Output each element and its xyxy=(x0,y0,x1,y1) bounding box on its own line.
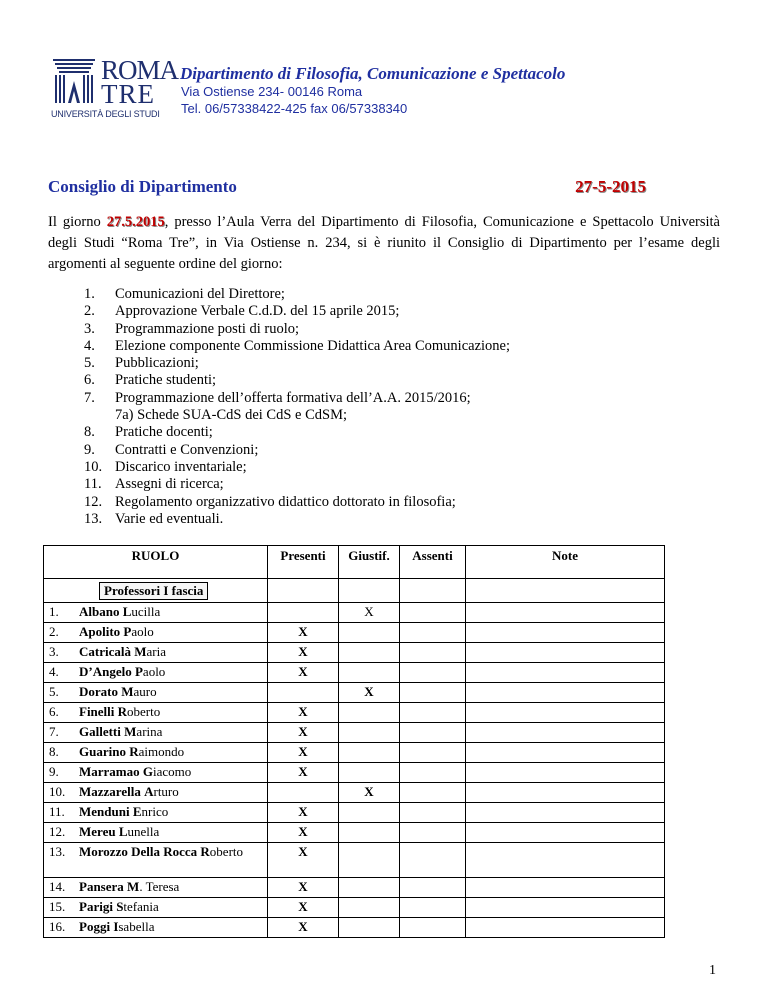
assenti-cell xyxy=(400,743,466,763)
agenda-item-text: Pratiche docenti; xyxy=(115,424,213,441)
row-number: 12. xyxy=(49,824,66,839)
table-row xyxy=(44,663,665,683)
member-name xyxy=(79,683,157,701)
giustif-mark xyxy=(339,703,400,723)
intro-text: , presso l’Aula Verra del Dipartimento di Filosofia, Comunicazione e Spettacolo Università degli Studi “Roma Tre”, in Via Ostiense n. 234, si è riunito il Consiglio di Dipartimento per l’esame degli argomenti al seguente ordine del giorno: xyxy=(48,214,720,272)
member-name xyxy=(79,763,191,781)
assenti-cell xyxy=(400,623,466,643)
assenti-cell xyxy=(400,683,466,703)
giustif-mark xyxy=(339,843,400,878)
member-initial: I xyxy=(113,919,119,934)
table-header-row xyxy=(44,546,665,579)
member-initial: E xyxy=(132,804,142,819)
attendance-table xyxy=(43,545,665,938)
member-name-cell xyxy=(44,603,268,623)
member-name xyxy=(79,703,160,721)
agenda-item-text: Discarico inventariale; xyxy=(115,458,247,475)
note-cell xyxy=(466,703,665,723)
giustif-mark xyxy=(339,918,400,938)
note-cell xyxy=(466,763,665,783)
agenda-item-text: Approvazione Verbale C.d.D. del 15 aprile 2015; xyxy=(115,303,400,320)
giustif-mark xyxy=(339,663,400,683)
department-phone: Tel. 06/57338422-425 fax 06/57338340 xyxy=(181,101,408,116)
agenda-item xyxy=(84,355,510,372)
member-name xyxy=(79,603,160,621)
agenda-item-number: 10. xyxy=(84,458,103,475)
agenda-item-number: 13. xyxy=(84,510,103,527)
agenda-item xyxy=(84,286,510,303)
logo-tre-text: TRE xyxy=(101,79,155,109)
member-firstname-rest: oberto xyxy=(209,844,244,859)
member-name xyxy=(79,823,159,841)
agenda-item-number: 5. xyxy=(84,355,95,372)
member-name-cell xyxy=(44,683,268,703)
presenti-mark: X xyxy=(268,663,339,683)
table-row xyxy=(44,803,665,823)
note-cell xyxy=(466,783,665,803)
intro-prefix: Il giorno xyxy=(48,214,107,230)
table-row xyxy=(44,783,665,803)
agenda-item-number: 3. xyxy=(84,320,95,337)
member-surname: Finelli xyxy=(79,704,115,719)
presenti-mark xyxy=(268,783,339,803)
row-number: 11. xyxy=(49,804,65,819)
member-firstname-rest: tefania xyxy=(123,899,159,914)
note-cell xyxy=(466,803,665,823)
attendance-rows xyxy=(44,603,665,938)
member-surname: Galletti xyxy=(79,724,121,739)
agenda-item xyxy=(84,338,510,355)
member-firstname-rest: aimondo xyxy=(138,744,185,759)
member-name xyxy=(79,878,179,896)
agenda-item-text: Varie ed eventuali. xyxy=(115,510,224,527)
assenti-cell xyxy=(400,823,466,843)
presenti-mark: X xyxy=(268,918,339,938)
agenda-item-text: Regolamento organizzativo didattico dottorato in filosofia; xyxy=(115,493,456,510)
member-name xyxy=(79,803,168,821)
table-row xyxy=(44,918,665,938)
agenda-item-number: 6. xyxy=(84,372,95,389)
row-number: 3. xyxy=(49,644,59,659)
agenda-list xyxy=(84,286,510,528)
agenda-item xyxy=(84,442,510,459)
agenda-item-number: 11. xyxy=(84,476,102,493)
agenda-item-number: 12. xyxy=(84,493,103,510)
member-name-cell xyxy=(44,783,268,803)
member-name-cell xyxy=(44,803,268,823)
note-cell xyxy=(466,743,665,763)
member-name xyxy=(79,918,154,936)
intro-paragraph xyxy=(48,212,720,275)
department-address: Via Ostiense 234- 00146 Roma xyxy=(181,84,363,99)
agenda-item-number: 1. xyxy=(84,286,95,302)
agenda-item xyxy=(84,424,510,441)
table-row xyxy=(44,743,665,763)
giustif-mark xyxy=(339,823,400,843)
row-number: 4. xyxy=(49,664,59,679)
assenti-cell xyxy=(400,763,466,783)
note-cell xyxy=(466,878,665,898)
agenda-item xyxy=(84,511,510,528)
giustif-mark xyxy=(339,743,400,763)
member-name xyxy=(79,898,159,916)
member-initial: M xyxy=(127,879,140,894)
member-name-cell xyxy=(44,703,268,723)
presenti-mark xyxy=(268,683,339,703)
member-surname: D’Angelo xyxy=(79,664,132,679)
agenda-item-number: 7. xyxy=(84,389,95,406)
assenti-cell xyxy=(400,663,466,683)
member-name-cell xyxy=(44,663,268,683)
member-name xyxy=(79,723,162,741)
member-initial: L xyxy=(122,604,132,619)
member-name-cell xyxy=(44,763,268,783)
table-row xyxy=(44,723,665,743)
member-surname: Apolito xyxy=(79,624,121,639)
member-firstname-rest: aolo xyxy=(131,624,154,639)
member-name-cell xyxy=(44,823,268,843)
presenti-mark: X xyxy=(268,643,339,663)
note-cell xyxy=(466,918,665,938)
agenda-item-text: Elezione componente Commissione Didattica Area Comunicazione; xyxy=(115,337,511,354)
member-name xyxy=(79,623,154,641)
note-cell xyxy=(466,843,665,878)
table-row xyxy=(44,878,665,898)
member-name xyxy=(79,663,165,681)
member-surname: Albano xyxy=(79,604,120,619)
member-name-cell xyxy=(44,898,268,918)
giustif-mark xyxy=(339,643,400,663)
member-surname: Catricalà xyxy=(79,644,131,659)
presenti-mark xyxy=(268,603,339,623)
member-initial: S xyxy=(116,899,124,914)
presenti-mark: X xyxy=(268,843,339,878)
row-number: 1. xyxy=(49,604,59,619)
assenti-cell xyxy=(400,918,466,938)
table-row xyxy=(44,823,665,843)
row-number: 9. xyxy=(49,764,59,779)
giustif-mark xyxy=(339,803,400,823)
member-name-cell xyxy=(44,643,268,663)
agenda-item-number: 8. xyxy=(84,424,95,441)
agenda-item-text: Assegni di ricerca; xyxy=(115,476,224,493)
giustif-mark: X xyxy=(339,783,400,803)
section-row xyxy=(44,579,665,603)
presenti-mark: X xyxy=(268,823,339,843)
member-initial: L xyxy=(118,824,128,839)
note-cell xyxy=(466,603,665,623)
agenda-item-text: 7a) Schede SUA-CdS dei CdS e CdSM; xyxy=(115,407,347,424)
assenti-cell xyxy=(400,843,466,878)
giustif-mark xyxy=(339,623,400,643)
note-cell xyxy=(466,643,665,663)
note-cell xyxy=(466,898,665,918)
table-row xyxy=(44,898,665,918)
member-firstname-rest: iacomo xyxy=(153,764,192,779)
member-initial: R xyxy=(117,704,128,719)
row-number: 8. xyxy=(49,744,59,759)
header-assenti: Assenti xyxy=(400,546,466,579)
member-initial: M xyxy=(121,684,134,699)
roma-tre-logo xyxy=(51,55,179,121)
header-ruolo: RUOLO xyxy=(44,546,268,579)
member-firstname-rest: rturo xyxy=(153,784,179,799)
giustif-mark xyxy=(339,878,400,898)
council-title: Consiglio di Dipartimento xyxy=(48,177,237,196)
empty-cell xyxy=(466,579,665,603)
table-row xyxy=(44,763,665,783)
presenti-mark: X xyxy=(268,703,339,723)
assenti-cell xyxy=(400,898,466,918)
table-row xyxy=(44,623,665,643)
logo-roma-text: ROMA xyxy=(101,55,179,85)
row-number: 13. xyxy=(49,844,66,859)
member-initial: G xyxy=(142,764,154,779)
presenti-mark: X xyxy=(268,723,339,743)
note-cell xyxy=(466,683,665,703)
agenda-item-number: 2. xyxy=(84,303,95,320)
agenda-item xyxy=(84,494,510,511)
agenda-item-text: Programmazione dell’offerta formativa dell’A.A. 2015/2016; xyxy=(115,389,471,406)
table-row xyxy=(44,683,665,703)
agenda-item xyxy=(84,476,510,493)
assenti-cell xyxy=(400,703,466,723)
assenti-cell xyxy=(400,643,466,663)
note-cell xyxy=(466,723,665,743)
department-title: Dipartimento di Filosofia, Comunicazione e Spettacolo xyxy=(180,64,566,83)
header-presenti: Presenti xyxy=(268,546,339,579)
giustif-mark xyxy=(339,763,400,783)
member-surname: Dorato xyxy=(79,684,118,699)
agenda-item xyxy=(84,303,510,320)
assenti-cell xyxy=(400,803,466,823)
member-firstname-rest: nrico xyxy=(141,804,169,819)
member-name xyxy=(79,783,179,801)
member-firstname-rest: unella xyxy=(127,824,160,839)
presenti-mark: X xyxy=(268,623,339,643)
agenda-item-text: Pratiche studenti; xyxy=(115,372,217,389)
assenti-cell xyxy=(400,783,466,803)
member-name-cell xyxy=(44,843,268,878)
row-number: 10. xyxy=(49,784,66,799)
member-surname: Mazzarella xyxy=(79,784,141,799)
row-number: 15. xyxy=(49,899,66,914)
logo-emblem-icon xyxy=(51,57,97,107)
council-date: 27-5-2015 xyxy=(575,177,646,196)
member-surname: Poggi xyxy=(79,919,111,934)
giustif-mark: X xyxy=(339,603,400,623)
member-firstname-rest: auro xyxy=(133,684,157,699)
row-number: 7. xyxy=(49,724,59,739)
presenti-mark: X xyxy=(268,878,339,898)
intro-date: 27.5.2015 xyxy=(106,214,165,230)
giustif-mark: X xyxy=(339,683,400,703)
member-firstname-rest: . Teresa xyxy=(139,879,180,894)
logo-university-text: UNIVERSITÀ DEGLI STUDI xyxy=(51,109,160,119)
presenti-mark: X xyxy=(268,803,339,823)
agenda-item xyxy=(84,459,510,476)
presenti-mark: X xyxy=(268,763,339,783)
row-number: 6. xyxy=(49,704,59,719)
header-note: Note xyxy=(466,546,665,579)
note-cell xyxy=(466,663,665,683)
agenda-item-text: Pubblicazioni; xyxy=(115,355,199,372)
table-row xyxy=(44,643,665,663)
member-name-cell xyxy=(44,918,268,938)
member-surname: Pansera xyxy=(79,879,124,894)
agenda-item xyxy=(84,321,510,338)
member-initial: R xyxy=(200,844,210,859)
agenda-item xyxy=(84,407,510,424)
member-initial: P xyxy=(134,664,143,679)
member-surname: Marramao xyxy=(79,764,140,779)
table-row xyxy=(44,703,665,723)
member-initial: R xyxy=(129,744,139,759)
agenda-item xyxy=(84,390,510,407)
row-number: 5. xyxy=(49,684,59,699)
assenti-cell xyxy=(400,603,466,623)
member-name-cell xyxy=(44,723,268,743)
member-initial: M xyxy=(124,724,137,739)
member-surname: Guarino xyxy=(79,744,126,759)
member-name xyxy=(79,643,166,661)
member-firstname-rest: sabella xyxy=(118,919,155,934)
agenda-item xyxy=(84,372,510,389)
row-number: 14. xyxy=(49,879,66,894)
member-firstname-rest: arina xyxy=(136,724,163,739)
agenda-item-text: Comunicazioni del Direttore; xyxy=(115,286,285,302)
member-surname: Parigi xyxy=(79,899,113,914)
giustif-mark xyxy=(339,723,400,743)
member-surname: Morozzo Della Rocca xyxy=(79,844,198,859)
giustif-mark xyxy=(339,898,400,918)
member-name-cell xyxy=(44,743,268,763)
member-name xyxy=(79,743,184,761)
member-surname: Mereu xyxy=(79,824,116,839)
empty-cell xyxy=(268,579,339,603)
table-row xyxy=(44,843,665,878)
row-number: 2. xyxy=(49,624,59,639)
page-number: 1 xyxy=(709,963,716,978)
member-name-cell xyxy=(44,623,268,643)
table-row xyxy=(44,603,665,623)
agenda-item-text: Contratti e Convenzioni; xyxy=(115,441,259,458)
agenda-item-text: Programmazione posti di ruolo; xyxy=(115,320,300,337)
header-giustif: Giustif. xyxy=(339,546,400,579)
section-label: Professori I fascia xyxy=(99,582,208,600)
note-cell xyxy=(466,823,665,843)
note-cell xyxy=(466,623,665,643)
member-initial: M xyxy=(134,644,147,659)
empty-cell xyxy=(339,579,400,603)
presenti-mark: X xyxy=(268,743,339,763)
member-name-cell xyxy=(44,878,268,898)
member-initial: P xyxy=(123,624,132,639)
member-firstname-rest: aria xyxy=(146,644,166,659)
agenda-item-number: 9. xyxy=(84,441,95,458)
member-firstname-rest: oberto xyxy=(127,704,161,719)
assenti-cell xyxy=(400,723,466,743)
row-number: 16. xyxy=(49,919,66,934)
section-cell xyxy=(44,579,268,603)
member-firstname-rest: aolo xyxy=(142,664,166,679)
assenti-cell xyxy=(400,878,466,898)
member-name xyxy=(79,843,243,861)
member-surname: Menduni xyxy=(79,804,130,819)
empty-cell xyxy=(400,579,466,603)
presenti-mark: X xyxy=(268,898,339,918)
member-firstname-rest: ucilla xyxy=(131,604,161,619)
agenda-item-number: 4. xyxy=(84,337,95,354)
member-initial: A xyxy=(144,784,154,799)
